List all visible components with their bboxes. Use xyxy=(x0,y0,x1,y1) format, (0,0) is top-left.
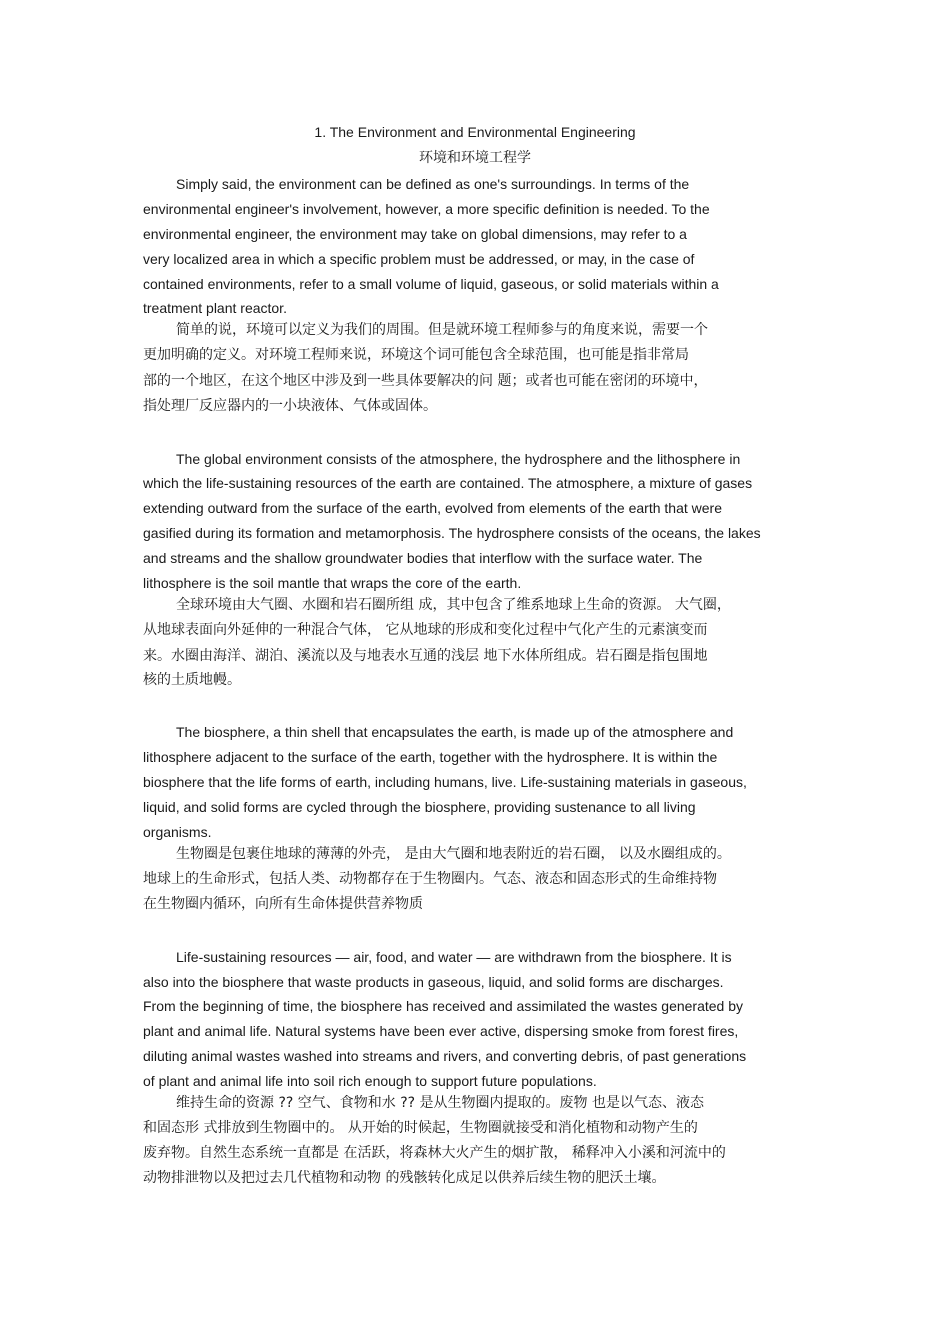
p1-en-line: Simply said, the environment can be defined as one's surroundings. In terms of the xyxy=(176,176,690,192)
p3-en-line: lithosphere adjacent to the surface of the earth, together with the hydrosphere. It is within the xyxy=(143,749,718,765)
p3-zh-line: 地球上的生命形式，包括人类、动物都存在于生物圈内。气态、液态和固态形式的生命维持物 xyxy=(143,871,717,887)
p4-en-line: of plant and animal life into soil rich enough to support future populations. xyxy=(143,1073,597,1089)
p1-en-line: environmental engineer's involvement, however, a more specific definition is needed. To the xyxy=(143,201,710,217)
title-chinese: 环境和环境工程学 xyxy=(419,150,531,166)
p4-zh-line: 维持生命的资源 ?? 空气、食物和水 ?? 是从生物圈内提取的。废物 也是以气态、液态 xyxy=(176,1095,704,1111)
p1-zh-line: 更加明确的定义。对环境工程师来说，环境这个词可能包含全球范围，也可能是指非常局 xyxy=(143,347,689,363)
p1-zh-line: 简单的说，环境可以定义为我们的周围。但是就环境工程师参与的角度来说，需要一个 xyxy=(176,322,708,338)
p4-zh-line: 和固态形 式排放到生物圈中的。 从开始的时候起，生物圈就接受和消化植物和动物产生的 xyxy=(143,1120,698,1136)
p3-en-line: The biosphere, a thin shell that encapsulates the earth, is made up of the atmosphere and xyxy=(176,724,734,740)
p2-en-line: and streams and the shallow groundwater bodies that interflow with the surface water. The xyxy=(143,550,703,566)
p4-en-line: From the beginning of time, the biosphere has received and assimilated the wastes generated by xyxy=(143,998,744,1014)
p4-en-line: Life-sustaining resources — air, food, and water — are withdrawn from the biosphere. It is xyxy=(176,949,732,965)
p1-zh-line: 指处理厂反应器内的一小块液体、气体或固体。 xyxy=(143,398,437,414)
p2-en-line: lithosphere is the soil mantle that wraps the core of the earth. xyxy=(143,575,522,591)
p4-en-line: diluting animal wastes washed into streams and rivers, and converting debris, of past generations xyxy=(143,1048,747,1064)
p1-en-line: contained environments, refer to a small volume of liquid, gaseous, or solid materials within a xyxy=(143,276,719,292)
title-english: 1. The Environment and Environmental Engineering xyxy=(314,124,636,140)
p2-en-line: The global environment consists of the atmosphere, the hydrosphere and the lithosphere in xyxy=(176,451,741,467)
p3-zh-line: 生物圈是包裹住地球的薄薄的外壳， 是由大气圈和地表附近的岩石圈， 以及水圈组成的。 xyxy=(176,846,731,862)
p2-en-line: which the life-sustaining resources of the earth are contained. The atmosphere, a mixture of gases xyxy=(143,475,753,491)
p4-en-line: also into the biosphere that waste products in gaseous, liquid, and solid forms are discharges. xyxy=(143,974,724,990)
p2-zh-line: 来。水圈由海洋、湖泊、溪流以及与地表水互通的浅层 地下水体所组成。岩石圈是指包围地 xyxy=(143,648,708,664)
p2-en-line: extending outward from the surface of the earth, evolved from elements of the earth that were xyxy=(143,500,722,516)
p4-zh-line: 废弃物。自然生态系统一直都是 在活跃，将森林大火产生的烟扩散， 稀释冲入小溪和河流中的 xyxy=(143,1145,726,1161)
p2-zh-line: 从地球表面向外延伸的一种混合气体， 它从地球的形成和变化过程中气化产生的元素演变而 xyxy=(143,622,708,638)
p2-zh-line: 核的土质地幔。 xyxy=(143,672,241,688)
p1-en-line: treatment plant reactor. xyxy=(143,300,287,316)
p1-en-line: very localized area in which a specific problem must be addressed, or may, in the case of xyxy=(143,251,695,267)
p1-en-line: environmental engineer, the environment may take on global dimensions, may refer to a xyxy=(143,226,687,242)
p4-zh-line: 动物排泄物以及把过去几代植物和动物 的残骸转化成足以供养后续生物的肥沃土壤。 xyxy=(143,1170,666,1186)
p3-en-line: liquid, and solid forms are cycled through the biosphere, providing sustenance to all living xyxy=(143,799,696,815)
p2-zh-line: 全球环境由大气圈、水圈和岩石圈所组 成，其中包含了维系地球上生命的资源。 大气圈， xyxy=(176,597,731,613)
p3-en-line: biosphere that the life forms of earth, including humans, live. Life-sustaining materials in gaseous, xyxy=(143,774,747,790)
p1-zh-line: 部的一个地区，在这个地区中涉及到一些具体要解决的问 题；或者也可能在密闭的环境中， xyxy=(143,373,708,389)
p3-en-line: organisms. xyxy=(143,824,212,840)
p3-zh-line: 在生物圈内循环，向所有生命体提供营养物质 xyxy=(143,896,423,912)
p2-en-line: gasified during its formation and metamorphosis. The hydrosphere consists of the oceans, the lakes xyxy=(143,525,761,541)
p4-en-line: plant and animal life. Natural systems have been ever active, dispersing smoke from forest fires, xyxy=(143,1023,739,1039)
